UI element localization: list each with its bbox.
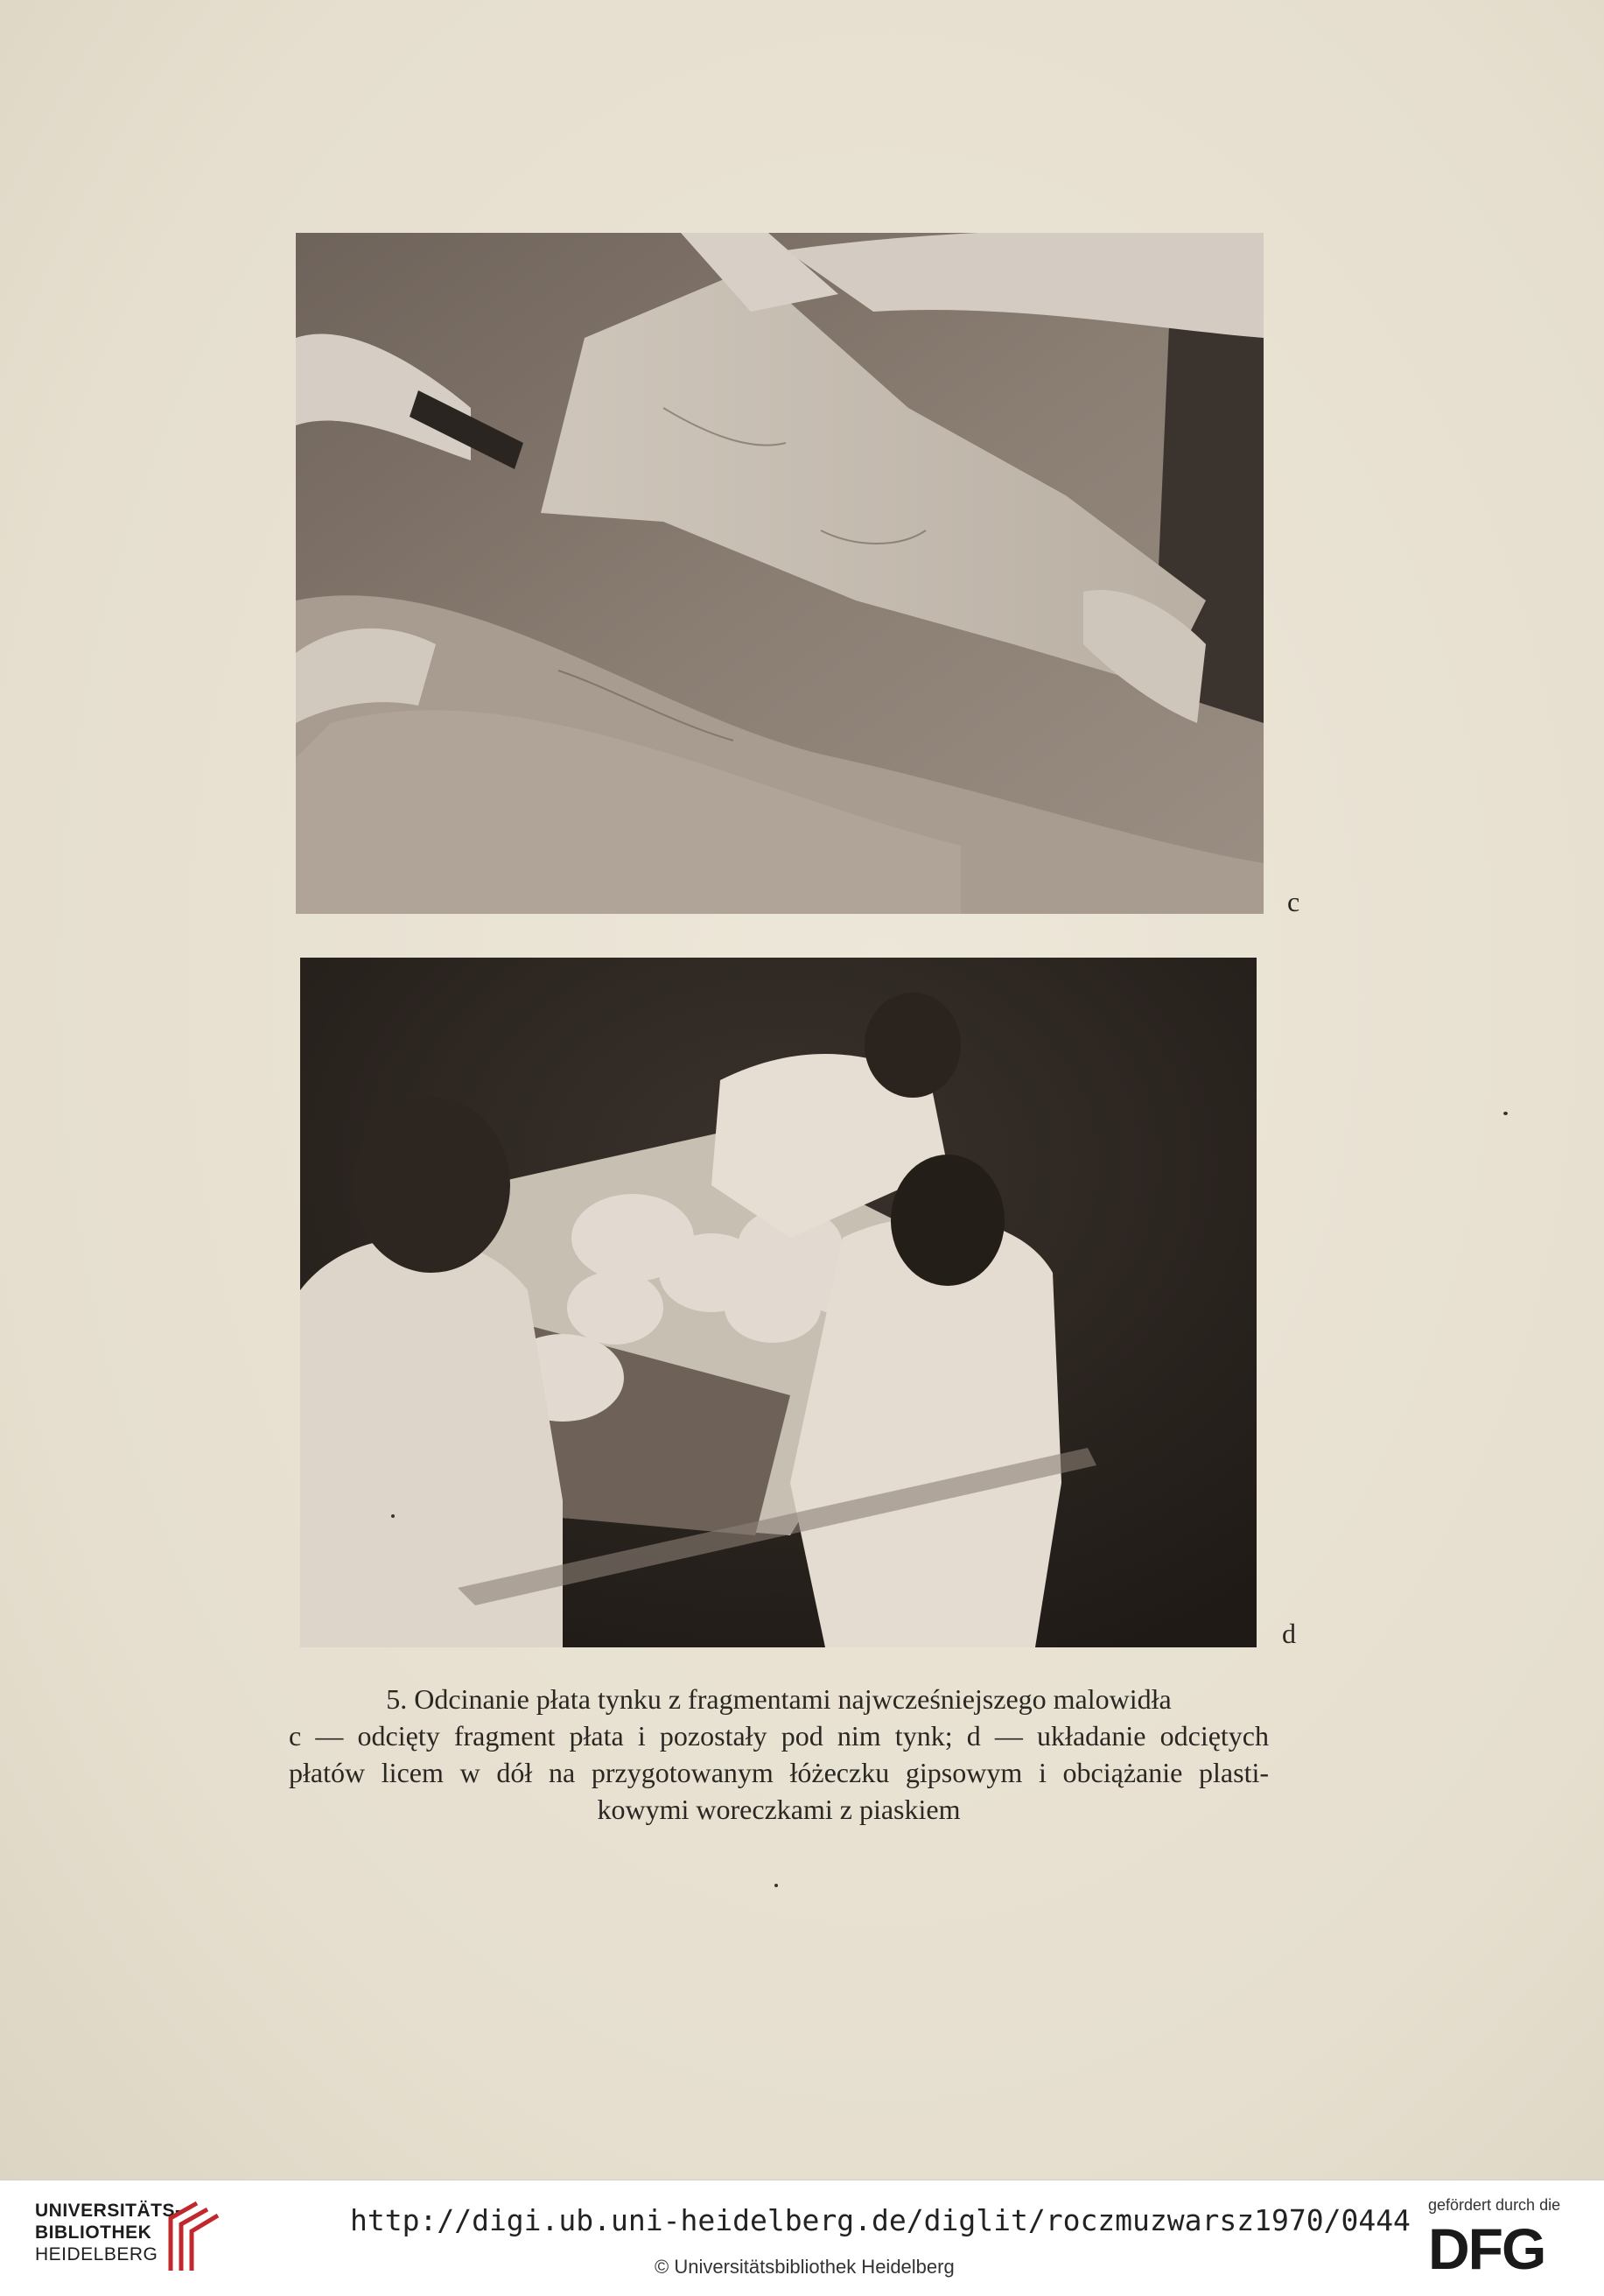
- scan-speck: [1503, 1112, 1508, 1115]
- plate-letter-d: d: [1282, 1618, 1296, 1649]
- caption-line-3: płatów licem w dół na przygotowanym łóżeczku gipsowym i obciążanie plasti-: [289, 1757, 1269, 1788]
- library-mark-icon: [162, 2196, 223, 2275]
- photo-c-cut-plaster-fragment: [296, 233, 1264, 914]
- funding-note: gefördert durch die: [1428, 2196, 1561, 2214]
- copyright-notice: © Universitätsbibliothek Heidelberg: [655, 2256, 955, 2278]
- digitization-footer: [0, 2180, 1604, 2296]
- photo-c-image: [296, 233, 1264, 914]
- scan-speck: [774, 1884, 778, 1887]
- photo-d-image: [300, 958, 1257, 1647]
- photo-d-laying-plaster-panels: [300, 958, 1257, 1647]
- funder-block: [1428, 2196, 1586, 2281]
- library-name-line-1: UNIVERSITÄTS-: [35, 2201, 182, 2221]
- caption-line-4: kowymi woreczkami z piaskiem: [597, 1794, 961, 1825]
- library-name-line-3: HEIDELBERG: [35, 2244, 158, 2264]
- scan-speck: [391, 1514, 395, 1518]
- library-name-line-2: BIBLIOTHEK: [35, 2222, 152, 2243]
- figure-caption: [289, 1681, 1269, 1828]
- plate-letter-c: c: [1287, 886, 1300, 917]
- dfg-logo[interactable]: DFG: [1428, 2216, 1545, 2281]
- caption-line-1: 5. Odcinanie płata tynku z fragmentami najwcześniejszego malowidła: [386, 1683, 1172, 1715]
- library-logo[interactable]: [35, 2200, 182, 2265]
- permalink-url[interactable]: http://digi.ub.uni-heidelberg.de/diglit/roczmuzwarsz1970/0444: [350, 2203, 1411, 2237]
- caption-line-2: c — odcięty fragment płata i pozostały pod nim tynk; d — układanie odciętych: [289, 1720, 1269, 1752]
